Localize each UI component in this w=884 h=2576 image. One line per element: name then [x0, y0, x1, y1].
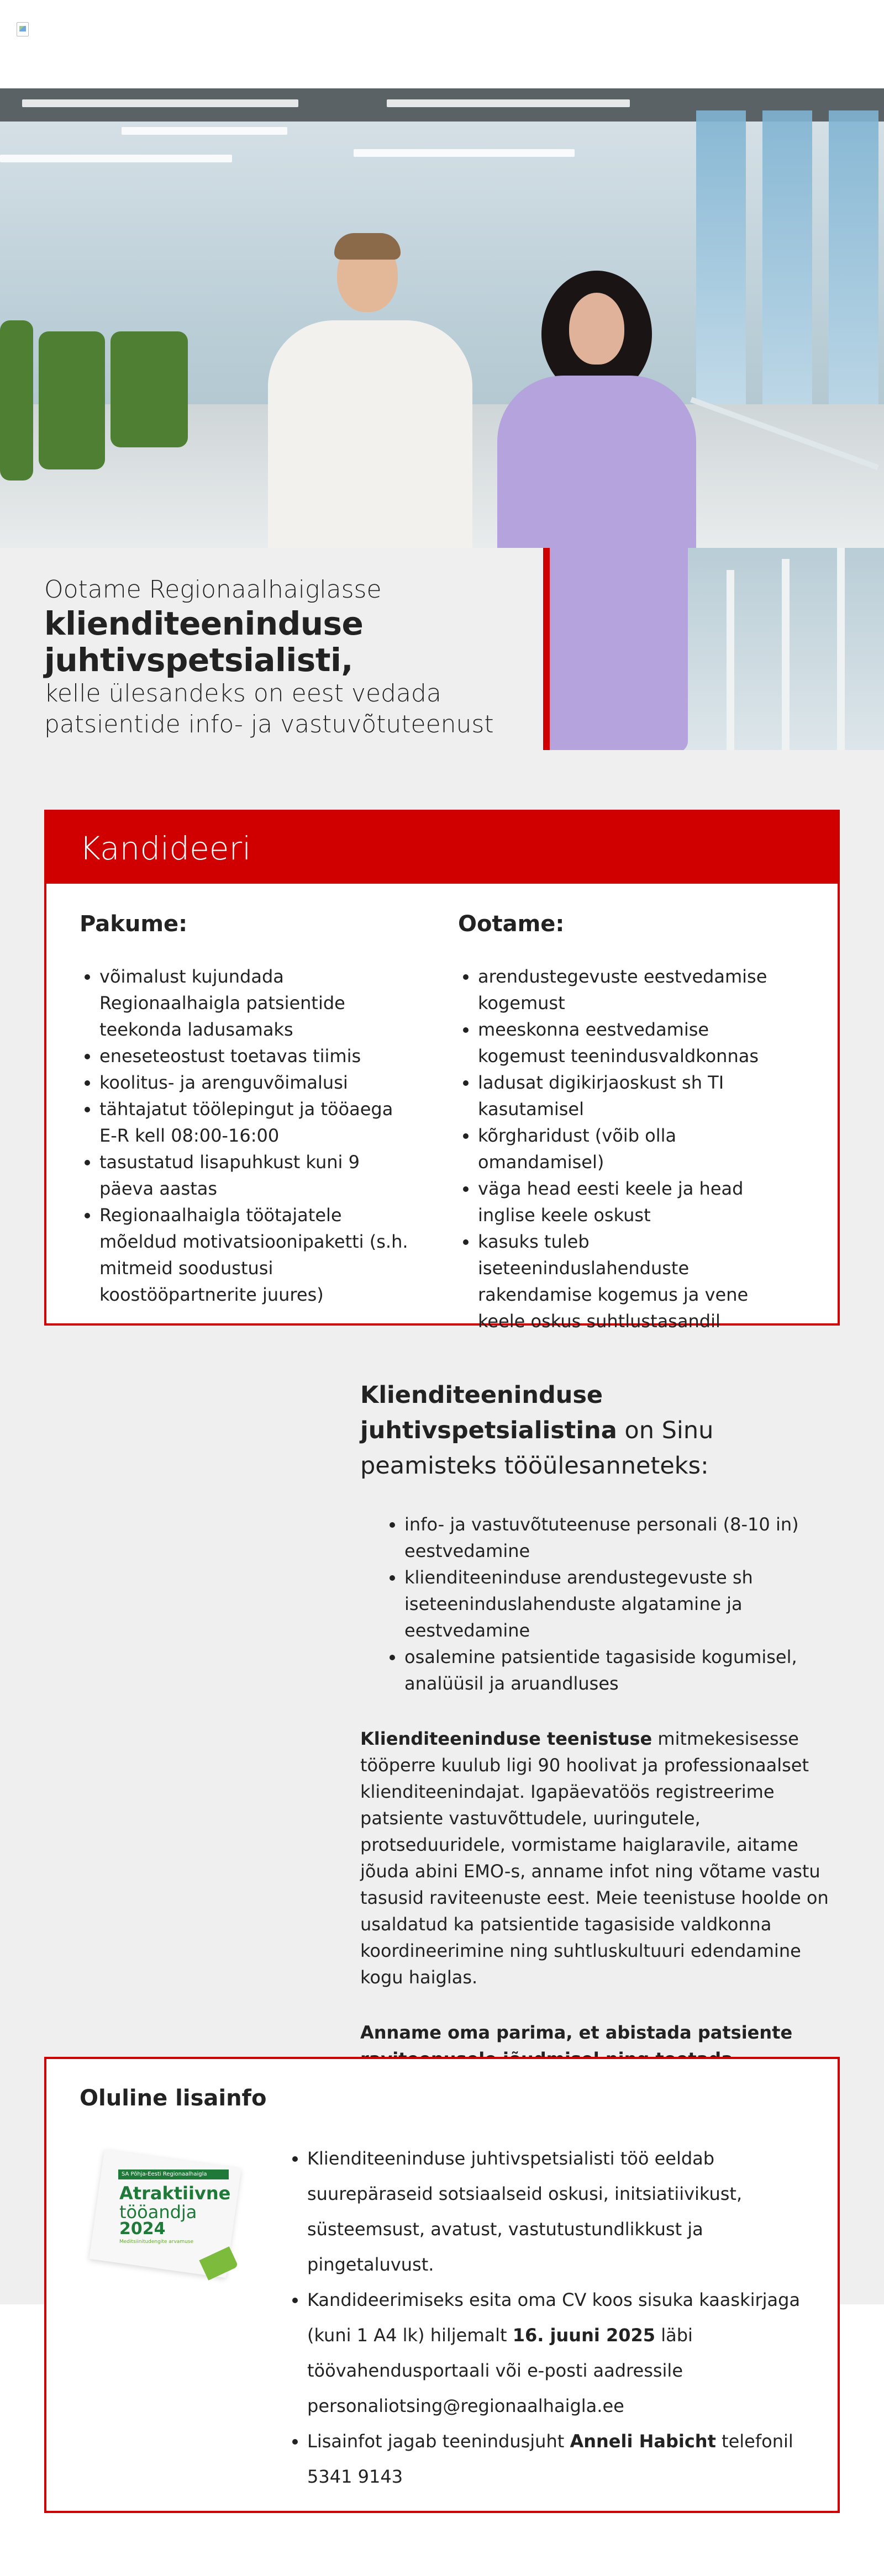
green-chair: [0, 320, 33, 481]
info-list: [285, 2141, 815, 2494]
list-item: [307, 2282, 815, 2424]
hero-photo-continuation: [550, 548, 884, 750]
list-item: • Regionaalhaigla töötajatele mõeldud motivatsioonipaketti (s.h. mitmeid soodustusi koostööpartnerite juures): [99, 1202, 411, 1308]
list-item: • arendustegevuste eestvedamise kogemust: [478, 963, 790, 1016]
ceiling-light: [387, 99, 630, 107]
apply-header[interactable]: [46, 812, 838, 884]
deadline-date: 16. juuni 2025: [512, 2325, 656, 2346]
duties-list: [360, 1511, 841, 1697]
company-logo[interactable]: [17, 22, 39, 44]
offer-card: [44, 810, 840, 1332]
contact-name: Anneli Habicht: [570, 2431, 716, 2452]
offer-heading: Pakume:: [80, 911, 188, 937]
team-name: Klienditeeninduse teenistuse: [360, 1728, 653, 1749]
intro-line: Ootame Regionaalhaiglasse: [44, 576, 382, 604]
woman-legs: [550, 548, 688, 750]
list-item: • kõrgharidust (võib olla omandamisel): [478, 1122, 790, 1175]
info-heading: Oluline lisainfo: [80, 2086, 267, 2111]
list-item: • võimalust kujundada Regionaalhaigla patsientide teekonda ladusamaks: [99, 963, 411, 1043]
ceiling-light: [0, 155, 232, 162]
offer-column: [80, 911, 411, 1308]
hero-photo: [0, 88, 884, 548]
intro-line: kelle ülesandeks on eest vedada: [44, 679, 441, 708]
deadline-text: Kandideerimiseks esita oma CV koos sisuka kaaskirjaga (kuni 1 A4 lk) hiljemalt: [307, 2289, 801, 2346]
duties-title: [360, 1377, 841, 1484]
list-item: • eneseteostust toetavas tiimis: [99, 1043, 411, 1069]
ceiling-light: [122, 127, 287, 135]
list-item: • koolitus- ja arenguvõimalusi: [99, 1069, 411, 1096]
team-description: [360, 1725, 841, 1991]
green-chair: [110, 331, 188, 447]
list-item: • meeskonna eestvedamise kogemust teenindusvaldkonnas: [478, 1016, 790, 1069]
contact-text: Lisainfot jagab teenindusjuht: [307, 2431, 570, 2452]
badge-year: 2024: [119, 2219, 166, 2239]
intro-line: patsientide info- ja vastuvõtuteenust: [44, 710, 494, 738]
apply-link[interactable]: Kandideeri: [80, 830, 251, 867]
list-item: • kasuks tuleb iseteeninduslahenduste rakendamise kogemus ja vene keele oskus suhtlustasandil: [478, 1228, 790, 1334]
accent-bar: [543, 548, 550, 750]
man-figure: [251, 237, 489, 548]
job-title: juhtivspetsialisti,: [44, 641, 353, 679]
ceiling-light: [22, 99, 298, 107]
expect-heading: Ootame:: [458, 911, 565, 937]
list-item: • info- ja vastuvõtuteenuse personali (8-10 in) eestvedamine: [404, 1511, 841, 1564]
woman-figure: [492, 282, 702, 548]
railing-post: [727, 570, 734, 750]
list-item: • klienditeeninduse arendustegevuste sh iseteeninduslahenduste algatamine ja eestvedamine: [404, 1564, 841, 1644]
ceiling-light: [354, 149, 575, 157]
team-text: mitmekesisesse tööperre kuulub ligi 90 hoolivat ja professionaalset klienditeenindajat. Igapäevatöös registreerime patsiente vastuvõttudele, uuringutele, protseduuridele, vormistame haiglaravile, aitame jõuda abini EMO-s, anname infot ning võtame vastu tasusid raviteenuste eest. Meie teenistuse hoolde on usaldatud ka patsientide tagasiside valdkonna koordineerimine ning suhtluskultuuri edendamine kogu haiglas.: [360, 1728, 829, 1988]
badge-line: Atraktiivne: [119, 2183, 231, 2204]
employer-award-badge: [85, 2153, 251, 2274]
badge-caption: Meditsiinitudengite arvamuse: [119, 2239, 194, 2245]
railing-post: [837, 548, 845, 750]
job-title: klienditeeninduse: [44, 605, 364, 642]
expect-column: [458, 911, 790, 1334]
list-item: • tasustatud lisapuhkust kuni 9 päeva aastas: [99, 1149, 411, 1202]
duties-section: [360, 1377, 841, 2125]
offer-list: [80, 963, 411, 1308]
badge-strip: [118, 2169, 229, 2179]
list-item: • väga head eesti keele ja head inglise keele oskust: [478, 1175, 790, 1228]
duties-title-bold: Klienditeeninduse juhtivspetsialistina: [360, 1381, 617, 1444]
list-item: • ladusat digikirjaoskust sh TI kasutamisel: [478, 1069, 790, 1122]
mission-text: Anname oma parima, et abistada patsiente: [360, 2022, 793, 2043]
apply-channels: läbi töövahendusportaali või e-posti aadressile personaliotsing@regionaalhaigla.ee: [307, 2325, 693, 2416]
list-item: • tähtajatut töölepingut ja tööaega E-R kell 08:00-16:00: [99, 1096, 411, 1149]
info-card: [44, 2057, 840, 2513]
contact-phone: telefonil 5341 9143: [307, 2431, 793, 2487]
badge-strip-text: SA Põhja-Eesti Regionaalhaigla: [122, 2171, 207, 2177]
badge-line: tööandja: [119, 2202, 197, 2223]
list-item: [307, 2424, 815, 2494]
green-chair: [39, 331, 105, 469]
list-item: • Klienditeeninduse juhtivspetsialisti töö eeldab suurepäraseid sotsiaalseid oskusi, initsiatiivikust, süsteemsust, avatust, vastutustundlikkust ja pingetaluvust.: [307, 2141, 815, 2282]
broken-image-icon: [17, 22, 29, 36]
railing-post: [782, 559, 790, 750]
list-item: • osalemine patsientide tagasiside kogumisel, analüüsil ja aruandluses: [404, 1644, 841, 1697]
duties-title-rest: on Sinu peamisteks tööülesanneteks:: [360, 1417, 714, 1480]
expect-list: [458, 963, 790, 1334]
job-intro: [44, 574, 514, 740]
